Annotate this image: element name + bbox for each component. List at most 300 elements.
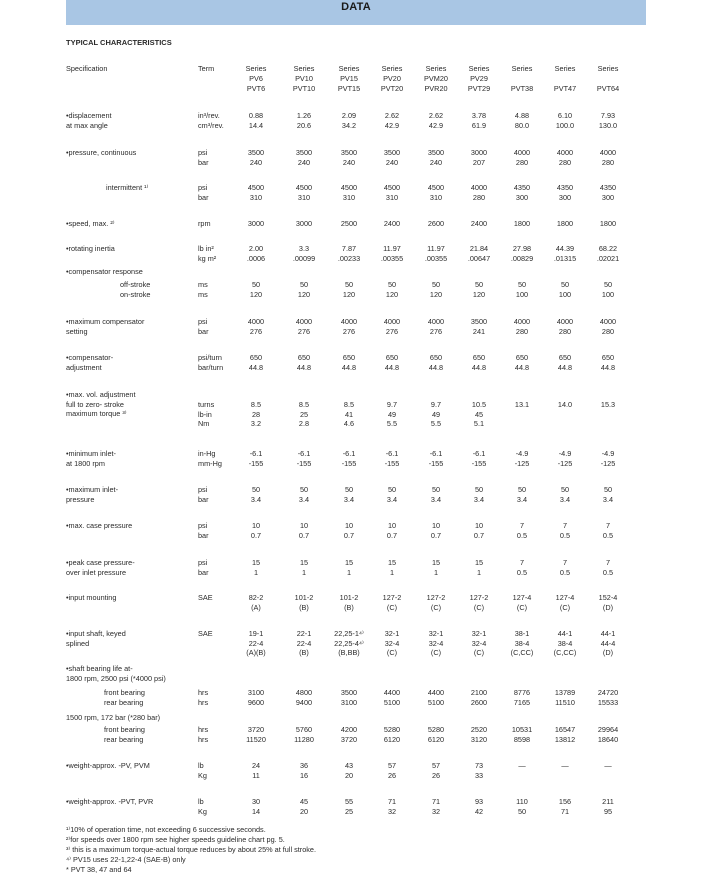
column-header-line: PVT29 (467, 84, 491, 93)
table-cell (543, 280, 587, 299)
column-header-line (500, 74, 544, 84)
cell-value: 44-1 (600, 629, 616, 638)
column-header-line: Series (245, 64, 267, 73)
cell-value: 32-1 (384, 629, 400, 638)
table-cell (282, 353, 326, 372)
spec-label (66, 317, 144, 336)
cell-value: 38-4 (514, 638, 530, 648)
cell-value: 14 (251, 806, 261, 816)
table-cell (282, 688, 326, 707)
term-label (198, 485, 238, 504)
cell-value: 3.4 (602, 494, 614, 504)
table-cell (234, 761, 278, 780)
cell-value: 50 (517, 806, 527, 816)
cell-value: 42.9 (384, 120, 400, 130)
cell-value: 4500 (340, 183, 358, 192)
cell-value: 2500 (340, 219, 358, 228)
term-line: psi (198, 558, 208, 567)
cell-value: 1800 (599, 219, 617, 228)
cell-value: 1.26 (296, 111, 312, 120)
spec-label-line: rear bearing (104, 697, 144, 707)
cell-value: 57 (431, 761, 441, 770)
table-cell (414, 280, 458, 299)
cell-value: 7 (562, 521, 568, 530)
cell-value: 45 (474, 409, 484, 419)
cell-value: 0.5 (602, 567, 614, 577)
cell-value: -6.1 (342, 449, 356, 458)
cell-value: 300 (515, 192, 529, 202)
cell-value: 100 (601, 289, 615, 299)
table-cell (586, 725, 630, 744)
table-cell (414, 353, 458, 372)
spec-label (66, 449, 116, 468)
spec-label (120, 280, 150, 299)
table-cell (282, 797, 326, 816)
cell-value: 10531 (511, 725, 533, 734)
cell-value: 1 (346, 567, 352, 577)
cell-value: 650 (601, 353, 615, 362)
cell-value: -4.9 (601, 449, 615, 458)
column-header (414, 64, 458, 94)
cell-value: 11 (252, 770, 260, 780)
cell-value: 2.62 (384, 111, 400, 120)
cell-value: 4500 (295, 183, 313, 192)
cell-value: 4000 (427, 317, 445, 326)
cell-value: 280 (515, 157, 529, 167)
table-cell (457, 244, 501, 263)
table-cell (327, 593, 371, 612)
cell-value: 50 (431, 280, 441, 289)
cell-value: 15 (474, 558, 484, 567)
cell-value: 127-2 (426, 593, 446, 602)
cell-value: (D) (602, 648, 614, 657)
table-cell (370, 317, 414, 336)
table-cell (234, 244, 278, 263)
table-cell (457, 353, 501, 372)
table-cell (543, 353, 587, 372)
cell-value: 300 (558, 192, 572, 202)
cell-value: 4500 (427, 183, 445, 192)
cell-value: 1800 (556, 219, 574, 228)
table-cell (500, 521, 544, 540)
term-line: cm³/rev. (198, 120, 224, 130)
table-cell (370, 400, 414, 429)
cell-value: -155 (471, 458, 487, 468)
cell-value: 310 (249, 192, 263, 202)
cell-value: 0.7 (473, 530, 485, 540)
column-header-line: Series (554, 64, 576, 73)
table-cell (234, 111, 278, 130)
cell-value: 207 (472, 157, 486, 167)
table-cell (500, 629, 544, 658)
table-cell (543, 148, 587, 167)
cell-value: (C,CC) (553, 648, 577, 657)
table-cell (282, 219, 326, 229)
spec-label (66, 267, 143, 277)
table-cell (414, 761, 458, 780)
cell-value: 100.0 (555, 120, 575, 130)
cell-value: 650 (472, 353, 486, 362)
column-header-line: PV29 (470, 74, 488, 83)
table-cell (282, 449, 326, 468)
cell-value: 50 (251, 485, 261, 494)
cell-value: 44.39 (555, 244, 575, 253)
spec-label-line: splined (66, 638, 90, 648)
cell-value: -6.1 (429, 449, 443, 458)
cell-value: .00099 (292, 253, 316, 263)
cell-value: 310 (342, 192, 356, 202)
term-label (198, 629, 238, 639)
cell-value: (B,BB) (338, 648, 360, 657)
cell-value: 11.97 (427, 244, 445, 253)
table-cell (414, 111, 458, 130)
cell-value: 50 (344, 280, 354, 289)
cell-value: 130.0 (598, 120, 618, 130)
cell-value: 25 (299, 409, 309, 419)
cell-value: 22,25-1⁴⁾ (334, 629, 364, 638)
cell-value: (B) (299, 602, 309, 612)
cell-value: 4400 (383, 688, 401, 697)
table-cell (327, 485, 371, 504)
cell-value: 7 (605, 521, 611, 530)
cell-value: 11510 (555, 697, 575, 707)
term-label (198, 183, 238, 202)
table-cell (586, 400, 630, 410)
cell-value: 44.8 (514, 362, 530, 372)
cell-value: .01315 (553, 253, 577, 263)
column-header-line: PVT10 (292, 84, 316, 93)
table-cell (327, 353, 371, 372)
table-cell (327, 317, 371, 336)
table-cell (414, 148, 458, 167)
term-line: bar (198, 494, 209, 504)
spec-label-line: •weight-approx. -PVT, PVR (66, 797, 154, 806)
cell-value: .00355 (380, 253, 404, 263)
term-line: psi (198, 183, 208, 192)
table-cell (586, 111, 630, 130)
table-cell (370, 761, 414, 780)
term-line: Nm (198, 419, 210, 428)
term-line: ms (198, 289, 208, 299)
table-cell (282, 521, 326, 540)
cell-value: 110 (516, 797, 528, 806)
section-title: TYPICAL CHARACTERISTICS (66, 38, 172, 47)
cell-value: 4000 (295, 317, 313, 326)
cell-value: 3000 (470, 148, 488, 157)
column-header (500, 64, 544, 94)
term-line: rpm (198, 219, 211, 228)
cell-value: 5100 (427, 697, 445, 707)
footnote: ²⁾for speeds over 1800 rpm see higher speeds guideline chart pg. 5. (66, 835, 285, 844)
cell-value: 310 (429, 192, 443, 202)
cell-value: 44.8 (557, 362, 573, 372)
table-cell (327, 280, 371, 299)
cell-value: 44.8 (428, 362, 444, 372)
cell-value: 280 (558, 157, 572, 167)
cell-value: -6.1 (249, 449, 263, 458)
cell-value: 15 (431, 558, 441, 567)
table-cell (414, 558, 458, 577)
term-line: bar (198, 567, 209, 577)
term-label (198, 761, 238, 780)
term-label (198, 280, 238, 299)
table-cell (414, 521, 458, 540)
cell-value: 44-1 (557, 629, 573, 638)
cell-value: 15533 (597, 697, 619, 707)
term-line: turns (198, 400, 215, 409)
column-header-line (586, 74, 630, 84)
cell-value: 3720 (247, 725, 265, 734)
table-cell (370, 725, 414, 744)
table-cell (543, 521, 587, 540)
table-cell (586, 593, 630, 612)
cell-value: 44.8 (296, 362, 312, 372)
cell-value: 43 (344, 761, 354, 770)
table-cell (370, 148, 414, 167)
cell-value: 211 (602, 797, 614, 806)
cell-value: (B) (299, 648, 309, 657)
cell-value: 4000 (556, 317, 574, 326)
cell-value: 3.4 (430, 494, 442, 504)
table-cell (457, 183, 501, 202)
table-cell (327, 725, 371, 744)
cell-value: 15 (387, 558, 397, 567)
term-line: hrs (198, 688, 209, 697)
cell-value: 38-1 (514, 629, 530, 638)
cell-value: 0.7 (430, 530, 442, 540)
spec-label-line: full to zero- stroke (66, 399, 124, 409)
cell-value: 0.7 (343, 530, 355, 540)
cell-value: 3100 (340, 697, 358, 707)
cell-value: 28 (251, 409, 261, 419)
table-cell (543, 183, 587, 202)
column-header-line: PVT64 (596, 84, 620, 93)
spec-label (104, 688, 145, 707)
cell-value: 50 (517, 280, 527, 289)
column-header-line: PVT20 (380, 84, 404, 93)
cell-value: 0.5 (559, 530, 571, 540)
table-cell (500, 593, 544, 612)
table-cell (282, 317, 326, 336)
cell-value: 127-4 (512, 593, 532, 602)
column-header-line: PV15 (340, 74, 358, 83)
table-cell (586, 797, 630, 816)
cell-value: (C) (386, 648, 398, 657)
cell-value: 276 (342, 326, 356, 336)
table-cell (414, 725, 458, 744)
cell-value: 7 (519, 558, 525, 567)
cell-value: 15.3 (600, 400, 616, 409)
cell-value: 24 (251, 761, 261, 770)
cell-value: 4.88 (514, 111, 530, 120)
cell-value: .02021 (596, 253, 620, 263)
column-header-line: PVT47 (553, 84, 577, 93)
table-cell (414, 400, 458, 429)
spec-label-line: intermittent ¹⁾ (106, 183, 149, 192)
table-cell (500, 244, 544, 263)
cell-value: 310 (385, 192, 399, 202)
table-cell (586, 219, 630, 229)
cell-value: 22-4 (296, 638, 312, 648)
table-cell (327, 521, 371, 540)
cell-value: 44.8 (600, 362, 616, 372)
spec-label-line: •rotating inertia (66, 244, 115, 253)
cell-value: 2.62 (428, 111, 444, 120)
spec-label (66, 761, 150, 771)
table-cell (543, 449, 587, 468)
table-cell (327, 183, 371, 202)
term-label (198, 558, 238, 577)
cell-value: (B) (344, 602, 354, 612)
cell-value: 22-1 (296, 629, 312, 638)
term-line: bar (198, 326, 209, 336)
column-header-line: Series (597, 64, 619, 73)
table-cell (234, 725, 278, 744)
cell-value: 127-4 (555, 593, 575, 602)
table-cell (543, 485, 587, 504)
cell-value: 3.4 (386, 494, 398, 504)
cell-value: 8.5 (250, 400, 262, 409)
term-label (198, 244, 238, 263)
table-cell (543, 593, 587, 612)
cell-value: 4500 (383, 183, 401, 192)
cell-value: -4.9 (558, 449, 572, 458)
cell-value: 280 (601, 157, 615, 167)
cell-value: 3.4 (298, 494, 310, 504)
term-label (198, 317, 238, 336)
cell-value: .0006 (246, 253, 266, 263)
cell-value: 152-4 (598, 593, 618, 602)
cell-value: -125 (600, 458, 616, 468)
cell-value: 32-4 (471, 638, 487, 648)
cell-value: 100 (515, 289, 529, 299)
table-cell (414, 593, 458, 612)
term-line: hrs (198, 725, 209, 734)
term-line: mm-Hg (198, 458, 222, 468)
cell-value: 7 (519, 521, 525, 530)
term-label (198, 593, 238, 603)
table-cell (457, 317, 501, 336)
table-cell (543, 219, 587, 229)
table-cell (457, 219, 501, 229)
term-line: psi (198, 521, 208, 530)
cell-value: (D) (602, 602, 614, 612)
cell-value: 32-4 (384, 638, 400, 648)
cell-value: 50 (387, 280, 397, 289)
spec-label-line: 1500 rpm, 172 bar (*280 bar) (66, 713, 161, 722)
cell-value: 4400 (427, 688, 445, 697)
table-cell (370, 593, 414, 612)
cell-value: 68.22 (598, 244, 618, 253)
cell-value: 11280 (294, 734, 314, 744)
column-header-line: PV6 (249, 74, 263, 83)
column-header-line: Series (293, 64, 315, 73)
table-cell (282, 280, 326, 299)
footnotes (66, 825, 316, 875)
spec-label (66, 390, 135, 419)
column-header-line: PV20 (383, 74, 401, 83)
cell-value: 49 (387, 409, 397, 419)
spec-label-line: off-stroke (120, 280, 151, 289)
cell-value: 11.97 (383, 244, 401, 253)
cell-value: 11520 (246, 734, 266, 744)
cell-value: 44.8 (248, 362, 264, 372)
cell-value: 4800 (295, 688, 313, 697)
column-header-line: Series (425, 64, 447, 73)
spec-label (66, 244, 115, 254)
spec-label-line: maximum torque ³⁾ (66, 409, 127, 418)
cell-value: 650 (558, 353, 572, 362)
table-cell (370, 485, 414, 504)
table-cell (543, 761, 587, 771)
cell-value: 2600 (427, 219, 445, 228)
spec-label (106, 183, 148, 193)
cell-value: 13812 (554, 734, 576, 744)
term-line: psi/turn (198, 353, 222, 362)
spec-label-line: •input shaft, keyed (66, 629, 126, 638)
table-cell (500, 148, 544, 167)
cell-value: 4000 (383, 317, 401, 326)
table-cell (586, 148, 630, 167)
cell-value: 4000 (599, 317, 617, 326)
table-cell (500, 558, 544, 577)
cell-value: 14.4 (248, 120, 264, 130)
cell-value: 13.1 (514, 400, 530, 409)
cell-value: 9400 (295, 697, 313, 707)
cell-value: 10 (344, 521, 354, 530)
column-header-line: PVR20 (424, 84, 448, 93)
cell-value: 50 (299, 485, 309, 494)
cell-value: 280 (515, 326, 529, 336)
table-cell (500, 353, 544, 372)
cell-value: 7 (605, 558, 611, 567)
column-header (327, 64, 371, 94)
table-cell (327, 449, 371, 468)
cell-value: 240 (342, 157, 356, 167)
cell-value: 93 (474, 797, 484, 806)
cell-value: 4350 (513, 183, 531, 192)
cell-value: 280 (472, 192, 486, 202)
cell-value: 7.87 (341, 244, 357, 253)
spec-label-line: •peak case pressure- (66, 558, 135, 567)
table-cell (414, 629, 458, 658)
cell-value: 101-2 (339, 593, 359, 602)
cell-value: 0.5 (559, 567, 571, 577)
cell-value: 15 (299, 558, 309, 567)
table-cell (234, 219, 278, 229)
cell-value: 9.7 (386, 400, 398, 409)
cell-value: 1800 (513, 219, 531, 228)
cell-value: 3.78 (471, 111, 487, 120)
spec-label (66, 148, 136, 158)
table-cell (500, 797, 544, 816)
table-cell (234, 629, 278, 658)
spec-label-line: •weight-approx. -PV, PVM (66, 761, 150, 770)
cell-value: 0.5 (516, 530, 528, 540)
cell-value: 280 (558, 326, 572, 336)
spec-label-line: setting (66, 326, 88, 336)
term-line: bar (198, 192, 209, 202)
footnote: ¹⁾10% of operation time, not exceeding 6 successive seconds. (66, 825, 266, 834)
column-header (370, 64, 414, 94)
cell-value: 3500 (383, 148, 401, 157)
spec-label (66, 558, 135, 577)
cell-value: 50 (431, 485, 441, 494)
cell-value: 4200 (340, 725, 358, 734)
term-label (198, 219, 238, 229)
header-banner (66, 0, 646, 25)
column-header (234, 64, 278, 94)
